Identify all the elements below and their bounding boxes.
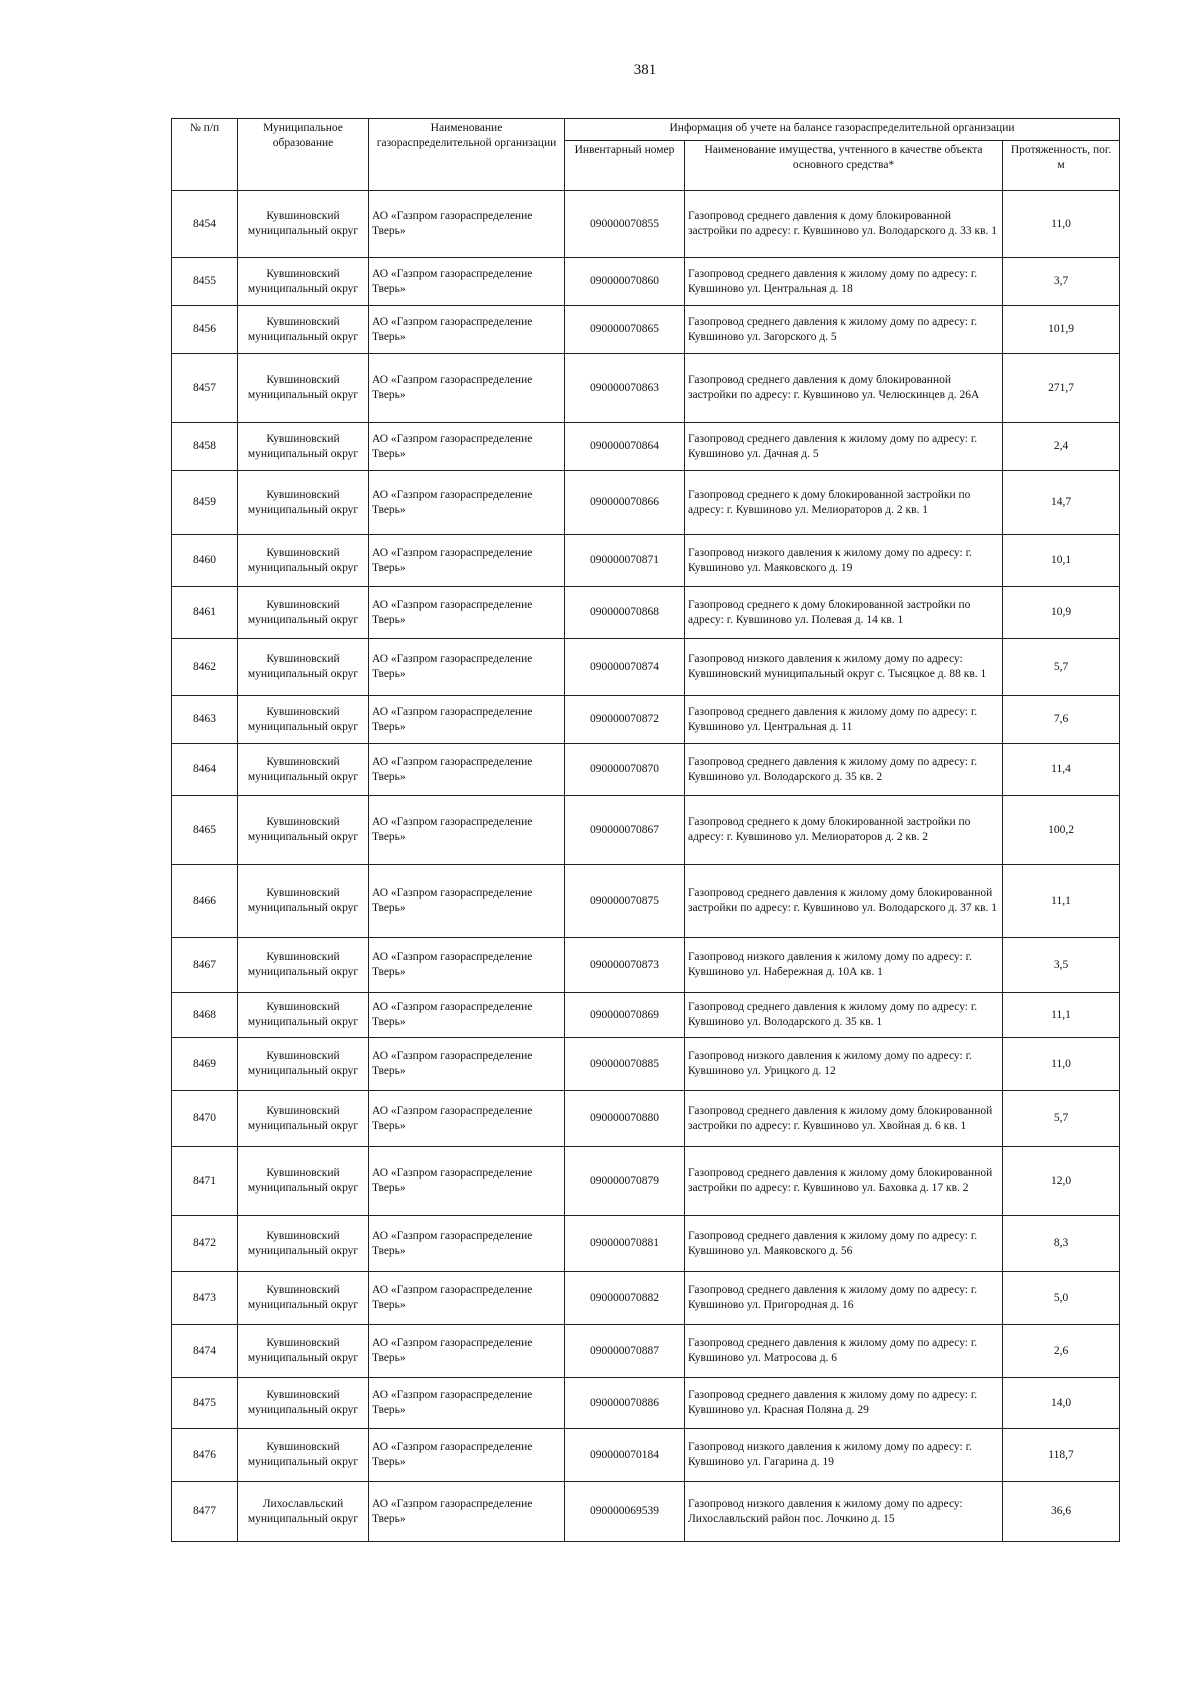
cell-length: 11,4 xyxy=(1003,744,1120,796)
cell-municipality: Кувшиновский муниципальный округ xyxy=(238,423,369,471)
page-number: 381 xyxy=(633,62,657,78)
cell-inventory: 090000070868 xyxy=(565,587,685,639)
cell-property-name: Газопровод среднего давления к жилому дому по адресу: г. Кувшиново ул. Маяковского д. 56 xyxy=(685,1216,1003,1272)
cell-property-name: Газопровод низкого давления к жилому дому по адресу: г. Кувшиново ул. Урицкого д. 12 xyxy=(685,1038,1003,1091)
cell-org: АО «Газпром газораспределение Тверь» xyxy=(369,471,565,535)
cell-length: 8,3 xyxy=(1003,1216,1120,1272)
cell-municipality: Кувшиновский муниципальный округ xyxy=(238,639,369,696)
cell-property-name: Газопровод среднего давления к жилому дому блокированной застройки по адресу: г. Кувшиново ул. Хвойная д. 6 кв. 1 xyxy=(685,1091,1003,1147)
cell-num: 8468 xyxy=(172,993,238,1038)
table-row xyxy=(172,796,1120,865)
cell-property-name: Газопровод среднего к дому блокированной застройки по адресу: г. Кувшиново ул. Полевая д. 14 кв. 1 xyxy=(685,587,1003,639)
cell-org: АО «Газпром газораспределение Тверь» xyxy=(369,744,565,796)
cell-num: 8470 xyxy=(172,1091,238,1147)
cell-inventory: 090000070872 xyxy=(565,696,685,744)
cell-inventory: 090000070865 xyxy=(565,306,685,354)
table-row xyxy=(172,587,1120,639)
cell-length: 118,7 xyxy=(1003,1429,1120,1482)
cell-num: 8466 xyxy=(172,865,238,938)
cell-inventory: 090000070863 xyxy=(565,354,685,423)
cell-municipality: Кувшиновский муниципальный округ xyxy=(238,865,369,938)
cell-municipality: Кувшиновский муниципальный округ xyxy=(238,1147,369,1216)
cell-municipality: Кувшиновский муниципальный округ xyxy=(238,993,369,1038)
cell-num: 8465 xyxy=(172,796,238,865)
cell-municipality: Кувшиновский муниципальный округ xyxy=(238,587,369,639)
cell-length: 11,0 xyxy=(1003,1038,1120,1091)
cell-org: АО «Газпром газораспределение Тверь» xyxy=(369,639,565,696)
cell-length: 271,7 xyxy=(1003,354,1120,423)
table-row xyxy=(172,1378,1120,1429)
cell-num: 8469 xyxy=(172,1038,238,1091)
cell-org: АО «Газпром газораспределение Тверь» xyxy=(369,1272,565,1325)
gas-pipeline-register-table xyxy=(171,118,1120,1542)
cell-property-name: Газопровод низкого давления к жилому дому по адресу: г. Кувшиново ул. Маяковского д. 19 xyxy=(685,535,1003,587)
cell-length: 10,1 xyxy=(1003,535,1120,587)
cell-org: АО «Газпром газораспределение Тверь» xyxy=(369,587,565,639)
table-header xyxy=(172,119,1120,191)
header-length: Протяженность, пог. м xyxy=(1003,141,1120,191)
cell-org: АО «Газпром газораспределение Тверь» xyxy=(369,938,565,993)
cell-num: 8477 xyxy=(172,1482,238,1542)
table-row xyxy=(172,535,1120,587)
cell-org: АО «Газпром газораспределение Тверь» xyxy=(369,1429,565,1482)
cell-municipality: Кувшиновский муниципальный округ xyxy=(238,354,369,423)
cell-org: АО «Газпром газораспределение Тверь» xyxy=(369,258,565,306)
cell-inventory: 090000069539 xyxy=(565,1482,685,1542)
cell-inventory: 090000070874 xyxy=(565,639,685,696)
table-row xyxy=(172,1325,1120,1378)
cell-inventory: 090000070864 xyxy=(565,423,685,471)
table-body xyxy=(172,191,1120,1542)
cell-property-name: Газопровод среднего давления к жилому дому по адресу: г. Кувшиново ул. Володарского д. 35 кв. 2 xyxy=(685,744,1003,796)
table-row xyxy=(172,865,1120,938)
table-row xyxy=(172,306,1120,354)
cell-municipality: Кувшиновский муниципальный округ xyxy=(238,191,369,258)
cell-num: 8476 xyxy=(172,1429,238,1482)
cell-num: 8456 xyxy=(172,306,238,354)
cell-inventory: 090000070885 xyxy=(565,1038,685,1091)
cell-property-name: Газопровод среднего давления к жилому дому по адресу: г. Кувшиново ул. Загорского д. 5 xyxy=(685,306,1003,354)
cell-inventory: 090000070871 xyxy=(565,535,685,587)
table-row xyxy=(172,1429,1120,1482)
cell-inventory: 090000070887 xyxy=(565,1325,685,1378)
table-row xyxy=(172,993,1120,1038)
cell-org: АО «Газпром газораспределение Тверь» xyxy=(369,191,565,258)
cell-length: 2,4 xyxy=(1003,423,1120,471)
cell-inventory: 090000070855 xyxy=(565,191,685,258)
cell-municipality: Кувшиновский муниципальный округ xyxy=(238,744,369,796)
cell-num: 8455 xyxy=(172,258,238,306)
header-num: № п/п xyxy=(172,119,238,191)
cell-inventory: 090000070879 xyxy=(565,1147,685,1216)
cell-municipality: Кувшиновский муниципальный округ xyxy=(238,258,369,306)
cell-inventory: 090000070875 xyxy=(565,865,685,938)
cell-municipality: Кувшиновский муниципальный округ xyxy=(238,1378,369,1429)
cell-num: 8467 xyxy=(172,938,238,993)
cell-property-name: Газопровод среднего давления к жилому дому по адресу: г. Кувшиново ул. Центральная д. 11 xyxy=(685,696,1003,744)
cell-inventory: 090000070882 xyxy=(565,1272,685,1325)
cell-length: 11,1 xyxy=(1003,865,1120,938)
table-row xyxy=(172,1482,1120,1542)
cell-property-name: Газопровод низкого давления к жилому дому по адресу: г. Кувшиново ул. Набережная д. 10А кв. 1 xyxy=(685,938,1003,993)
header-balance-info: Информация об учете на балансе газораспределительной организации xyxy=(565,119,1120,141)
cell-num: 8458 xyxy=(172,423,238,471)
cell-num: 8454 xyxy=(172,191,238,258)
cell-length: 12,0 xyxy=(1003,1147,1120,1216)
cell-org: АО «Газпром газораспределение Тверь» xyxy=(369,354,565,423)
cell-property-name: Газопровод среднего давления к жилому дому по адресу: г. Кувшиново ул. Володарского д. 35 кв. 1 xyxy=(685,993,1003,1038)
cell-inventory: 090000070881 xyxy=(565,1216,685,1272)
cell-property-name: Газопровод среднего давления к жилому дому по адресу: г. Кувшиново ул. Красная Поляна д. 29 xyxy=(685,1378,1003,1429)
cell-org: АО «Газпром газораспределение Тверь» xyxy=(369,535,565,587)
cell-num: 8474 xyxy=(172,1325,238,1378)
cell-org: АО «Газпром газораспределение Тверь» xyxy=(369,1325,565,1378)
cell-length: 3,5 xyxy=(1003,938,1120,993)
cell-inventory: 090000070870 xyxy=(565,744,685,796)
cell-inventory: 090000070880 xyxy=(565,1091,685,1147)
cell-length: 5,7 xyxy=(1003,639,1120,696)
cell-num: 8463 xyxy=(172,696,238,744)
table-row xyxy=(172,423,1120,471)
table-row xyxy=(172,1147,1120,1216)
cell-num: 8461 xyxy=(172,587,238,639)
cell-municipality: Кувшиновский муниципальный округ xyxy=(238,938,369,993)
cell-org: АО «Газпром газораспределение Тверь» xyxy=(369,423,565,471)
table-row xyxy=(172,1272,1120,1325)
header-property: Наименование имущества, учтенного в качестве объекта основного средства* xyxy=(685,141,1003,191)
cell-property-name: Газопровод низкого давления к жилому дому по адресу: г. Кувшиново ул. Гагарина д. 19 xyxy=(685,1429,1003,1482)
cell-municipality: Кувшиновский муниципальный округ xyxy=(238,1325,369,1378)
cell-length: 7,6 xyxy=(1003,696,1120,744)
cell-length: 14,7 xyxy=(1003,471,1120,535)
cell-org: АО «Газпром газораспределение Тверь» xyxy=(369,1091,565,1147)
cell-length: 100,2 xyxy=(1003,796,1120,865)
cell-municipality: Кувшиновский муниципальный округ xyxy=(238,1272,369,1325)
cell-inventory: 090000070886 xyxy=(565,1378,685,1429)
cell-municipality: Лихославльский муниципальный округ xyxy=(238,1482,369,1542)
cell-num: 8462 xyxy=(172,639,238,696)
cell-municipality: Кувшиновский муниципальный округ xyxy=(238,1429,369,1482)
table-row xyxy=(172,1216,1120,1272)
cell-inventory: 090000070869 xyxy=(565,993,685,1038)
cell-municipality: Кувшиновский муниципальный округ xyxy=(238,796,369,865)
cell-org: АО «Газпром газораспределение Тверь» xyxy=(369,796,565,865)
cell-length: 36,6 xyxy=(1003,1482,1120,1542)
cell-num: 8460 xyxy=(172,535,238,587)
cell-org: АО «Газпром газораспределение Тверь» xyxy=(369,865,565,938)
cell-length: 2,6 xyxy=(1003,1325,1120,1378)
cell-municipality: Кувшиновский муниципальный округ xyxy=(238,1216,369,1272)
cell-length: 11,1 xyxy=(1003,993,1120,1038)
cell-num: 8457 xyxy=(172,354,238,423)
cell-length: 101,9 xyxy=(1003,306,1120,354)
cell-property-name: Газопровод низкого давления к жилому дому по адресу: Лихославльский район пос. Лочкино д. 15 xyxy=(685,1482,1003,1542)
table-row xyxy=(172,258,1120,306)
cell-org: АО «Газпром газораспределение Тверь» xyxy=(369,1147,565,1216)
cell-org: АО «Газпром газораспределение Тверь» xyxy=(369,1378,565,1429)
cell-num: 8473 xyxy=(172,1272,238,1325)
cell-property-name: Газопровод среднего давления к дому блокированной застройки по адресу: г. Кувшиново ул. Володарского д. 33 кв. 1 xyxy=(685,191,1003,258)
table-row xyxy=(172,354,1120,423)
cell-org: АО «Газпром газораспределение Тверь» xyxy=(369,1216,565,1272)
cell-length: 10,9 xyxy=(1003,587,1120,639)
table-row xyxy=(172,696,1120,744)
cell-org: АО «Газпром газораспределение Тверь» xyxy=(369,696,565,744)
header-org: Наименование газораспределительной организации xyxy=(369,119,565,191)
cell-org: АО «Газпром газораспределение Тверь» xyxy=(369,993,565,1038)
cell-length: 11,0 xyxy=(1003,191,1120,258)
cell-property-name: Газопровод среднего давления к жилому дому блокированной застройки по адресу: г. Кувшиново ул. Володарского д. 37 кв. 1 xyxy=(685,865,1003,938)
cell-length: 5,7 xyxy=(1003,1091,1120,1147)
cell-inventory: 090000070873 xyxy=(565,938,685,993)
table-row xyxy=(172,639,1120,696)
cell-municipality: Кувшиновский муниципальный округ xyxy=(238,696,369,744)
cell-property-name: Газопровод среднего давления к жилому дому блокированной застройки по адресу: г. Кувшиново ул. Баховка д. 17 кв. 2 xyxy=(685,1147,1003,1216)
cell-length: 3,7 xyxy=(1003,258,1120,306)
cell-inventory: 090000070184 xyxy=(565,1429,685,1482)
cell-num: 8471 xyxy=(172,1147,238,1216)
cell-num: 8475 xyxy=(172,1378,238,1429)
cell-length: 5,0 xyxy=(1003,1272,1120,1325)
cell-property-name: Газопровод среднего давления к жилому дому по адресу: г. Кувшиново ул. Матросова д. 6 xyxy=(685,1325,1003,1378)
table-row xyxy=(172,938,1120,993)
cell-property-name: Газопровод среднего давления к жилому дому по адресу: г. Кувшиново ул. Центральная д. 18 xyxy=(685,258,1003,306)
cell-num: 8472 xyxy=(172,1216,238,1272)
cell-property-name: Газопровод среднего к дому блокированной застройки по адресу: г. Кувшиново ул. Мелиораторов д. 2 кв. 1 xyxy=(685,471,1003,535)
header-municipality: Муниципальное образование xyxy=(238,119,369,191)
cell-org: АО «Газпром газораспределение Тверь» xyxy=(369,1038,565,1091)
cell-inventory: 090000070866 xyxy=(565,471,685,535)
cell-inventory: 090000070860 xyxy=(565,258,685,306)
cell-municipality: Кувшиновский муниципальный округ xyxy=(238,535,369,587)
table-row xyxy=(172,1038,1120,1091)
cell-num: 8459 xyxy=(172,471,238,535)
cell-org: АО «Газпром газораспределение Тверь» xyxy=(369,306,565,354)
cell-length: 14,0 xyxy=(1003,1378,1120,1429)
cell-org: АО «Газпром газораспределение Тверь» xyxy=(369,1482,565,1542)
cell-municipality: Кувшиновский муниципальный округ xyxy=(238,1038,369,1091)
table-row xyxy=(172,471,1120,535)
cell-property-name: Газопровод среднего давления к дому блокированной застройки по адресу: г. Кувшиново ул. Челюскинцев д. 26А xyxy=(685,354,1003,423)
cell-property-name: Газопровод среднего к дому блокированной застройки по адресу: г. Кувшиново ул. Мелиораторов д. 2 кв. 2 xyxy=(685,796,1003,865)
cell-property-name: Газопровод низкого давления к жилому дому по адресу: Кувшиновский муниципальный округ с. Тысяцкое д. 88 кв. 1 xyxy=(685,639,1003,696)
cell-municipality: Кувшиновский муниципальный округ xyxy=(238,1091,369,1147)
cell-municipality: Кувшиновский муниципальный округ xyxy=(238,306,369,354)
table-row xyxy=(172,1091,1120,1147)
cell-num: 8464 xyxy=(172,744,238,796)
cell-inventory: 090000070867 xyxy=(565,796,685,865)
cell-property-name: Газопровод среднего давления к жилому дому по адресу: г. Кувшиново ул. Дачная д. 5 xyxy=(685,423,1003,471)
table-row xyxy=(172,191,1120,258)
cell-property-name: Газопровод среднего давления к жилому дому по адресу: г. Кувшиново ул. Пригородная д. 16 xyxy=(685,1272,1003,1325)
cell-municipality: Кувшиновский муниципальный округ xyxy=(238,471,369,535)
table-row xyxy=(172,744,1120,796)
header-inventory: Инвентарный номер xyxy=(565,141,685,191)
